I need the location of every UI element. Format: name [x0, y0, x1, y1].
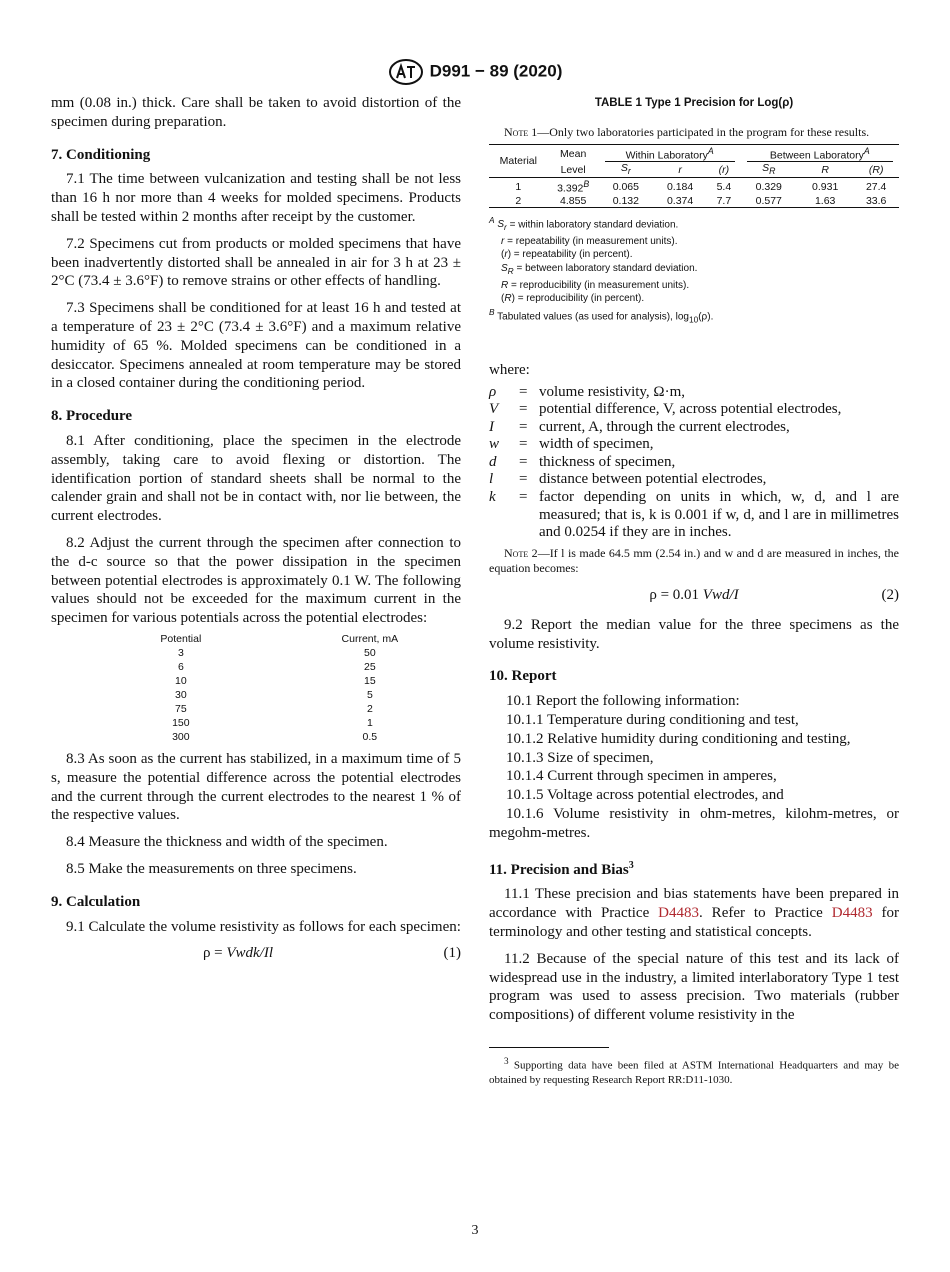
d4483-link[interactable]: D4483	[831, 905, 873, 922]
eq2-number: (2)	[881, 586, 899, 603]
cell-r: 0.184	[666, 180, 694, 193]
report-list	[489, 692, 899, 842]
def-symbol: k	[489, 489, 496, 506]
list-item: 10.1.1 Temperature during conditioning and test,	[506, 712, 799, 729]
cell-Rp: 33.6	[865, 194, 887, 207]
cell-R: 1.63	[814, 194, 836, 207]
cell-sr: 0.065	[612, 180, 639, 193]
def-desc: distance between potential electrodes,	[539, 471, 767, 488]
eq2-lhs: ρ = 0.01	[649, 586, 703, 603]
th-between-label: Between Laboratory	[769, 149, 864, 162]
th-material: Material	[489, 144, 548, 178]
eq1-rhs: Vwdk/Il	[226, 945, 274, 962]
fn-b-marker: B	[489, 306, 495, 317]
def-equals: =	[519, 383, 528, 400]
note-2	[489, 546, 899, 576]
section-11-title	[489, 857, 899, 880]
th-mean: Mean	[560, 147, 587, 160]
list-item	[489, 489, 899, 542]
para-7-1: 7.1 The time between vulcanization and testing shall be not less than 16 h nor more than 4 weeks for molded specimens. Products shall be tested within 2 months after receipt by the customer.	[51, 171, 461, 225]
para-8-2: 8.2 Adjust the current through the specimen after connection to the d-c source so that the power dissipation in the specimen between potential electrodes is approximately 0.1 W. The following values should not be exceeded for the maximum current in the specimen for various potentials across the potential electrodes:	[51, 534, 461, 627]
fn-line: = reproducibility (in measurement units).	[511, 279, 690, 291]
para-11-1	[489, 885, 899, 941]
th-sr-sub: r	[627, 166, 631, 177]
para-11-1-c: for terminology and other testing and statistical concepts.	[489, 905, 899, 940]
def-equals: =	[519, 401, 528, 418]
cell-sR: 0.577	[755, 194, 782, 207]
section-10-title: 10. Report	[489, 668, 557, 685]
def-equals: =	[519, 471, 528, 488]
eq2-rhs: Vwd/I	[702, 586, 739, 603]
def-desc: potential difference, V, across potential electrodes,	[539, 401, 842, 418]
def-symbol: w	[489, 436, 500, 453]
th-rp-label: (r)	[718, 163, 730, 176]
fn-line: = between laboratory standard deviation.	[516, 263, 698, 274]
th-within-sup: A	[707, 145, 714, 156]
pot-cell: 2	[366, 702, 373, 715]
pot-cell: 3	[177, 646, 184, 659]
table-row	[489, 195, 899, 208]
fn-b-text: Tabulated values (as used for analysis), log	[497, 311, 689, 323]
footnote-3	[489, 1054, 899, 1087]
cell-mean-sup: B	[583, 179, 590, 190]
pot-header-current: Current, mA	[341, 632, 399, 645]
where-label: where:	[489, 361, 530, 378]
cell-rp: 7.7	[716, 194, 732, 207]
eq1-number: (1)	[443, 945, 461, 962]
para-8-3: 8.3 As soon as the current has stabilized, in a maximum time of 5 s, measure the potential difference across the potential electrodes and the current through the current electrodes to the nearest 1 % of the respective values.	[51, 750, 461, 824]
pot-cell: 300	[172, 730, 190, 743]
d4483-link[interactable]: D4483	[658, 905, 700, 922]
right-column	[489, 94, 899, 1087]
section-9-title: 9. Calculation	[51, 893, 141, 910]
equation-1	[51, 944, 461, 964]
th-r	[653, 162, 707, 178]
astm-logo-icon	[388, 58, 424, 86]
th-sR	[741, 162, 797, 178]
th-sR-label: S	[762, 162, 770, 175]
document-designation: D991 − 89 (2020)	[429, 61, 563, 81]
section-7-title: 7. Conditioning	[51, 146, 151, 163]
th-between	[741, 144, 899, 162]
table-row	[143, 660, 461, 674]
cell-material: 1	[515, 180, 522, 193]
note-2-label: Note 2	[504, 545, 538, 560]
list-item	[489, 384, 899, 402]
cell-mean-value: 3.392	[557, 182, 584, 195]
th-within	[599, 144, 741, 162]
symbol-definitions	[489, 384, 899, 542]
fn-line: = repeatability (in percent).	[513, 249, 633, 261]
table-row	[143, 730, 461, 744]
para-11-1-a: 11.1 These precision and bias statements have been prepared in accordance with Practice	[489, 886, 899, 922]
table-row	[143, 716, 461, 730]
table-row	[489, 178, 899, 195]
para-8-4: 8.4 Measure the thickness and width of the specimen.	[66, 834, 388, 851]
para-7-3: 7.3 Specimens shall be conditioned for at least 16 h and tested at a temperature of 23 ± 2°C (73.4 ± 3.6°F) and a maximum relative humidity of 65 %. Molded specimens can be conditioned in a desiccator. Specimens annealed at room temperature may be stored in a closed container during the conditioning period.	[51, 300, 461, 392]
th-between-sup: A	[863, 145, 870, 156]
precision-table	[489, 144, 899, 208]
fn-line: = reproducibility (in percent).	[517, 293, 645, 305]
th-r-label: r	[678, 163, 682, 176]
th-Rp-label: (R)	[868, 163, 884, 176]
section-11-footnote-ref: 3	[628, 859, 634, 871]
def-symbol: d	[489, 453, 497, 470]
pot-cell: 0.5	[362, 730, 378, 743]
para-8-5: 8.5 Make the measurements on three specimens.	[66, 860, 357, 877]
cell-r: 0.374	[666, 194, 694, 207]
def-desc: factor depending on units in which, w, d, and l are measured; that is, k is 0.001 if w, d, and l are in millimetres and 0.0254 if they are in inches.	[539, 489, 899, 541]
fn-line: = repeatability (in measurement units).	[507, 235, 678, 247]
def-equals: =	[519, 436, 528, 453]
footnote-divider	[489, 1047, 609, 1048]
list-item: 10.1.3 Size of specimen,	[506, 749, 654, 766]
table-row	[143, 646, 461, 660]
pot-cell: 10	[175, 674, 187, 687]
pot-cell: 6	[177, 660, 184, 673]
para-11-2: 11.2 Because of the special nature of this test and its lack of widespread use in the industry, a limited interlaboratory Type 1 test program was used to assess precision. Two materials (rubber compositions) of different volume resistivity in the	[489, 950, 899, 1024]
fn-b-tail: (ρ).	[698, 311, 714, 323]
para-10-1: 10.1 Report the following information:	[506, 693, 740, 710]
para-9-2: 9.2 Report the median value for the three specimens as the volume resistivity.	[489, 616, 899, 652]
fn-line: = within laboratory standard deviation.	[509, 219, 679, 231]
note-1-text: —Only two laboratories participated in the program for these results.	[537, 124, 870, 139]
def-equals: =	[519, 489, 528, 506]
pot-cell: 75	[175, 702, 187, 715]
list-item: 10.1.5 Voltage across potential electrodes, and	[506, 787, 784, 804]
list-item	[489, 436, 899, 454]
list-item: 10.1.2 Relative humidity during conditioning and testing,	[506, 730, 851, 747]
pot-cell: 50	[364, 646, 376, 659]
table-row	[143, 702, 461, 716]
table-footnotes: $^A$ $S_r$ = within laboratory standard deviation. r = repeatability (in measurement units). (r) = repeatability (in percent). $S_R$ = between laboratory standard deviation. R = reproducibility (in measurement units). (R) = reproducibility (in percent). $^B$ Tabulated values (as used for analysis), $\log_{10}(\rho)$.	[489, 214, 714, 325]
def-symbol: V	[489, 401, 499, 418]
th-rp	[707, 162, 740, 178]
cell-sR: 0.329	[755, 180, 782, 193]
th-sr	[599, 162, 653, 178]
table-row	[143, 674, 461, 688]
def-equals: =	[519, 418, 528, 435]
cell-material: 2	[515, 194, 522, 207]
th-level: Level	[560, 163, 586, 176]
note-1	[489, 125, 899, 140]
def-desc: current, A, through the current electrodes,	[539, 418, 790, 435]
th-R	[797, 162, 853, 178]
def-symbol: l	[489, 471, 494, 488]
cell-R: 0.931	[812, 180, 839, 193]
pot-cell: 25	[364, 660, 376, 673]
pot-cell: 1	[366, 716, 373, 729]
cell-mean: 4.855	[560, 194, 587, 207]
cell-rp: 5.4	[716, 180, 732, 193]
para-9-1: 9.1 Calculate the volume resistivity as follows for each specimen:	[66, 918, 461, 935]
page-number: 3	[471, 1223, 479, 1238]
intro-paragraph: mm (0.08 in.) thick. Care shall be taken to avoid distortion of the specimen during preparation.	[51, 95, 461, 130]
table-1-caption: TABLE 1 Type 1 Precision for Log(ρ)	[594, 97, 794, 109]
list-item	[489, 401, 899, 419]
left-column	[51, 94, 461, 974]
pot-cell: 5	[366, 688, 373, 701]
th-sr-label: S	[620, 162, 628, 175]
page-header	[0, 58, 950, 86]
note-2-text: —If l is made 64.5 mm (2.54 in.) and w and d are measured in inches, the equation becomes:	[489, 545, 900, 575]
footnote-3-text: Supporting data have been filed at ASTM International Headquarters and may be obtained by requesting Research Report RR:D11-1030.	[489, 1059, 899, 1086]
eq1-lhs: ρ =	[202, 945, 227, 962]
th-R-label: R	[821, 163, 829, 176]
list-item	[489, 454, 899, 472]
potential-current-table	[143, 632, 461, 744]
section-8-title: 8. Procedure	[51, 408, 133, 425]
list-item: 10.1.6 Volume resistivity in ohm-metres, kilohm-metres, or megohm-metres.	[489, 806, 899, 841]
def-desc: width of specimen,	[539, 436, 654, 453]
def-symbol: I	[489, 418, 494, 435]
pot-cell: 15	[364, 674, 376, 687]
fn-b-sub: 10	[688, 314, 699, 325]
para-8-1: 8.1 After conditioning, place the specimen in the electrode assembly, taking care to avoid flexing or distortion. The identification portion of standard sheets shall be normal to the calender grain and shall not be in contact with, nor lie between, the current electrodes.	[51, 432, 461, 525]
para-7-2: 7.2 Specimens cut from products or molded specimens that have been inadvertently distorted shall be annealed in air for 3 h at 23 ± 2°C (73.4 ± 3.6°F) to remove strains or other effects of handling.	[51, 235, 461, 290]
pot-header-potential: Potential	[160, 632, 202, 645]
table-row	[143, 688, 461, 702]
def-symbol: ρ	[489, 383, 497, 400]
def-desc: volume resistivity, Ω·m,	[539, 383, 685, 400]
cell-sr: 0.132	[612, 194, 639, 207]
def-desc: thickness of specimen,	[539, 453, 676, 470]
fn-a-marker: A	[489, 214, 495, 225]
list-item	[489, 419, 899, 437]
cell-Rp: 27.4	[865, 180, 887, 193]
list-item: 10.1.4 Current through specimen in amperes,	[506, 768, 777, 785]
def-equals: =	[519, 453, 528, 470]
th-Rp	[853, 162, 899, 178]
footnote-3-marker: 3	[504, 1055, 509, 1066]
section-11-label: 11. Precision and Bias	[489, 861, 629, 878]
para-11-1-b: . Refer to Practice	[699, 905, 832, 922]
th-within-label: Within Laboratory	[625, 149, 708, 162]
cell-mean	[548, 178, 599, 195]
pot-cell: 150	[172, 716, 190, 729]
th-sR-sub: R	[769, 166, 776, 177]
equation-2	[489, 586, 899, 606]
list-item	[489, 471, 899, 489]
pot-cell: 30	[175, 688, 187, 701]
note-1-label: Note 1	[504, 124, 538, 139]
